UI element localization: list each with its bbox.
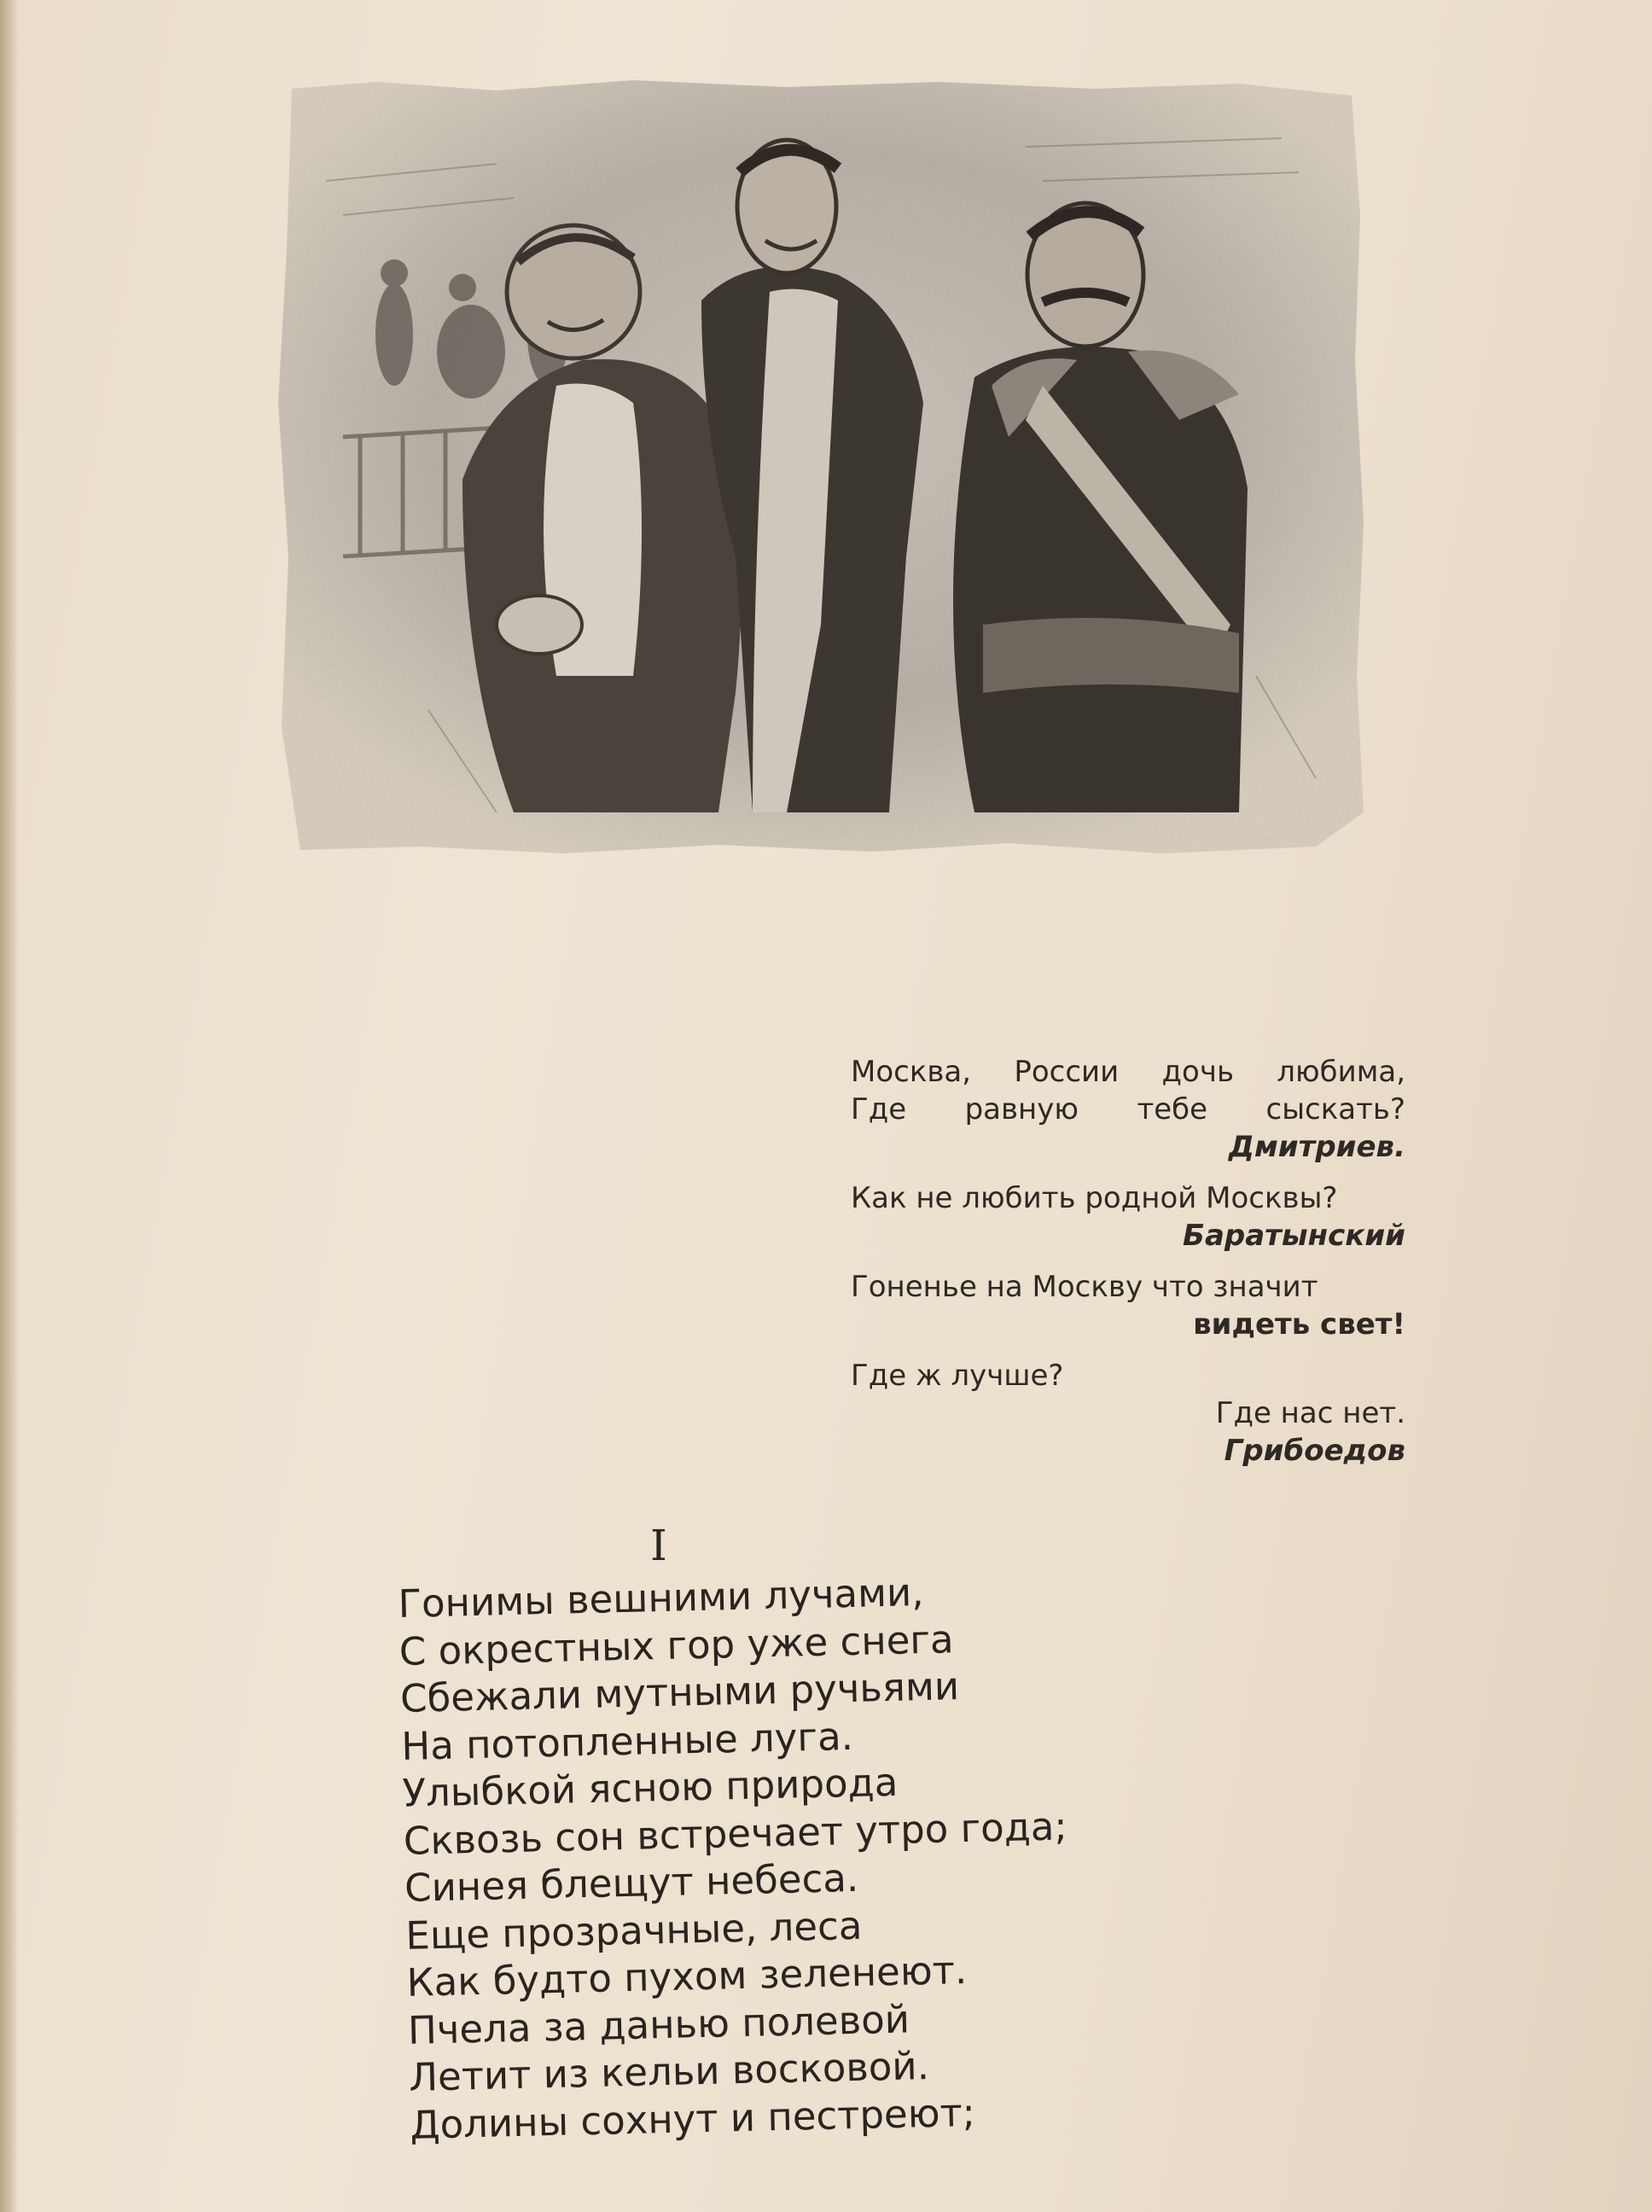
poem-line: Как будто пухом зеленеют. xyxy=(406,1947,968,2005)
epigraphs-block xyxy=(851,1053,1405,1470)
poem-line: С окрестных гор уже снега xyxy=(398,1615,955,1674)
poem-line: Летит из кельи восковой. xyxy=(408,2043,930,2100)
poem-stanza xyxy=(398,1563,1178,2149)
epigraph-author: Баратынский xyxy=(1183,1219,1405,1253)
epigraph-author: Дмитриев. xyxy=(1228,1130,1405,1164)
epigraph-line: Где ж лучше? xyxy=(851,1359,1064,1393)
poem-line: Синея блещут небеса. xyxy=(404,1854,859,1911)
epigraph-griboedov-2 xyxy=(851,1357,1405,1470)
epigraph-line: Где равную тебе сыскать? xyxy=(851,1092,1405,1126)
epigraph-author: Грибоедов xyxy=(1224,1434,1405,1468)
poem-line: Долины сохнут и пестреют; xyxy=(409,2089,976,2148)
epigraph-baratynsky xyxy=(851,1179,1405,1254)
epigraph-line: видеть свет! xyxy=(1193,1307,1405,1342)
page-edge-shadow xyxy=(0,0,19,2212)
epigraph-line: Москва, России дочь любима, xyxy=(851,1055,1405,1089)
poem-line: Сквозь сон встречает утро года; xyxy=(403,1802,1068,1864)
poem-line: Сбежали мутными ручьями xyxy=(399,1663,960,1721)
epigraph-line: Как не любить родной Москвы? xyxy=(851,1181,1338,1215)
poem-line: Еще прозрачные, леса xyxy=(404,1902,863,1959)
epigraph-dmitriev xyxy=(851,1053,1405,1166)
poem-line: Улыбкой ясною природа xyxy=(402,1759,899,1816)
poem-line: На потопленные луга. xyxy=(400,1713,854,1769)
epigraph-line: Где нас нет. xyxy=(1215,1396,1405,1430)
poem-line: Пчела за данью полевой xyxy=(407,1996,910,2053)
epigraph-line: Гоненье на Москву что значит xyxy=(851,1270,1318,1304)
epigraph-griboedov-1 xyxy=(851,1268,1405,1343)
stanza-numeral: I xyxy=(650,1521,667,1570)
engraving-illustration xyxy=(275,79,1365,857)
poem-line: Гонимы вешними лучами, xyxy=(398,1569,925,1627)
